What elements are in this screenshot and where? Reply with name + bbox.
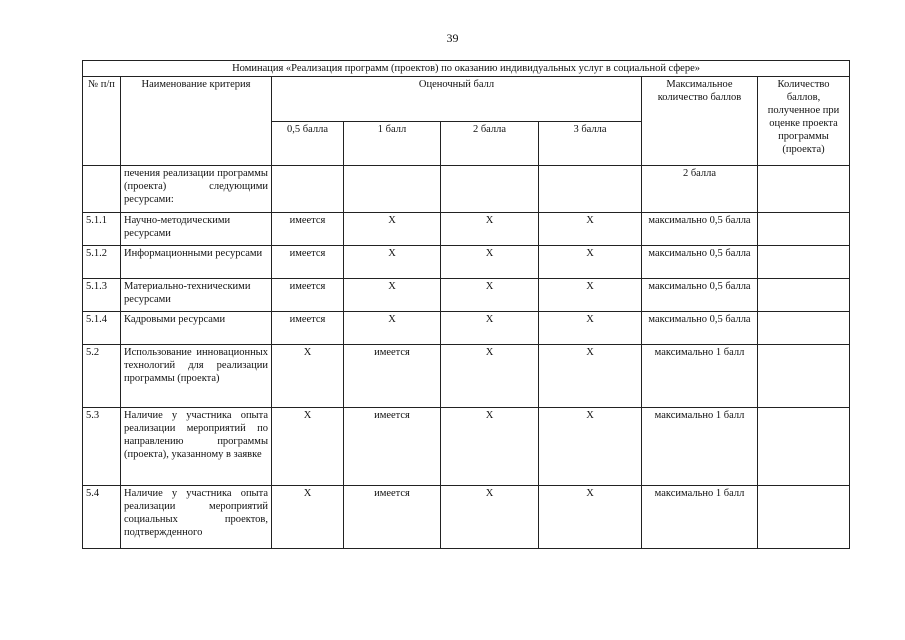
s05-cell: Х: [272, 345, 344, 408]
page-number: 39: [446, 31, 459, 45]
criterion-cell: Информационными ресурсами: [121, 246, 272, 279]
max-cell: максимально 0,5 балла: [642, 312, 758, 345]
row-number-cell: 5.1.1: [83, 213, 121, 246]
max-cell: максимально 1 балл: [642, 408, 758, 486]
criterion-cell: Наличие у участника опыта реализации мероприятий по направлению программы (проекта), указанному в заявке: [121, 408, 272, 486]
s3-cell: Х: [539, 408, 642, 486]
s05-cell: имеется: [272, 279, 344, 312]
s2-cell: Х: [441, 486, 539, 549]
table-row: [83, 312, 850, 345]
s05-cell: [272, 166, 344, 213]
s2-cell: Х: [441, 312, 539, 345]
criterion-cell: печения реализации программы (проекта) следующими ресурсами:: [121, 166, 272, 213]
received-cell: [758, 213, 850, 246]
s1-cell: имеется: [344, 486, 441, 549]
table-row: [83, 279, 850, 312]
header-score-05: 0,5 балла: [272, 121, 344, 166]
header-score-group: Оценочный балл: [272, 77, 642, 122]
table-row: [83, 345, 850, 408]
received-cell: [758, 246, 850, 279]
s1-cell: [344, 166, 441, 213]
received-cell: [758, 345, 850, 408]
max-cell: максимально 0,5 балла: [642, 279, 758, 312]
row-number-cell: 5.1.4: [83, 312, 121, 345]
s1-cell: Х: [344, 213, 441, 246]
s05-cell: имеется: [272, 246, 344, 279]
s05-cell: Х: [272, 486, 344, 549]
header-score-1: 1 балл: [344, 121, 441, 166]
nomination-title: Номинация «Реализация программ (проектов) по оказанию индивидуальных услуг в социальной сфере»: [83, 61, 850, 77]
s1-cell: Х: [344, 312, 441, 345]
row-number-cell: 5.1.2: [83, 246, 121, 279]
criterion-cell: Наличие у участника опыта реализации мероприятий социальных проектов, подтвержденного: [121, 486, 272, 549]
row-number-cell: [83, 166, 121, 213]
s1-cell: Х: [344, 279, 441, 312]
criterion-cell: Материально-техническими ресурсами: [121, 279, 272, 312]
s3-cell: Х: [539, 486, 642, 549]
criterion-cell: Использование инновационных технологий для реализации программы (проекта): [121, 345, 272, 408]
table-row: [83, 213, 850, 246]
criteria-table: [82, 60, 850, 549]
received-cell: [758, 486, 850, 549]
received-cell: [758, 408, 850, 486]
max-cell: максимально 1 балл: [642, 486, 758, 549]
received-cell: [758, 312, 850, 345]
s05-cell: имеется: [272, 312, 344, 345]
criterion-cell: Научно-методическими ресурсами: [121, 213, 272, 246]
table-body: [83, 166, 850, 549]
s3-cell: Х: [539, 345, 642, 408]
row-number-cell: 5.2: [83, 345, 121, 408]
max-cell: максимально 0,5 балла: [642, 246, 758, 279]
max-cell: максимально 0,5 балла: [642, 213, 758, 246]
table-row: [83, 486, 850, 549]
s2-cell: [441, 166, 539, 213]
header-received: Количество баллов, полученное при оценке проекта программы (проекта): [758, 77, 850, 166]
s05-cell: имеется: [272, 213, 344, 246]
criterion-cell: Кадровыми ресурсами: [121, 312, 272, 345]
s2-cell: Х: [441, 213, 539, 246]
s2-cell: Х: [441, 246, 539, 279]
s05-cell: Х: [272, 408, 344, 486]
s2-cell: Х: [441, 279, 539, 312]
s1-cell: Х: [344, 246, 441, 279]
header-num: № п/п: [83, 77, 121, 166]
max-cell: максимально 1 балл: [642, 345, 758, 408]
max-cell: 2 балла: [642, 166, 758, 213]
s3-cell: Х: [539, 312, 642, 345]
s3-cell: Х: [539, 213, 642, 246]
header-score-2: 2 балла: [441, 121, 539, 166]
s2-cell: Х: [441, 408, 539, 486]
header-row: [83, 77, 850, 122]
s3-cell: Х: [539, 246, 642, 279]
s3-cell: [539, 166, 642, 213]
table-row: [83, 246, 850, 279]
header-score-3: 3 балла: [539, 121, 642, 166]
row-number-cell: 5.1.3: [83, 279, 121, 312]
table-row: [83, 166, 850, 213]
received-cell: [758, 166, 850, 213]
received-cell: [758, 279, 850, 312]
s1-cell: имеется: [344, 408, 441, 486]
s1-cell: имеется: [344, 345, 441, 408]
row-number-cell: 5.3: [83, 408, 121, 486]
header-max: Максимальное количество баллов: [642, 77, 758, 166]
table-row: [83, 408, 850, 486]
s3-cell: Х: [539, 279, 642, 312]
header-criterion: Наименование критерия: [121, 77, 272, 166]
nomination-row: [83, 61, 850, 77]
row-number-cell: 5.4: [83, 486, 121, 549]
s2-cell: Х: [441, 345, 539, 408]
